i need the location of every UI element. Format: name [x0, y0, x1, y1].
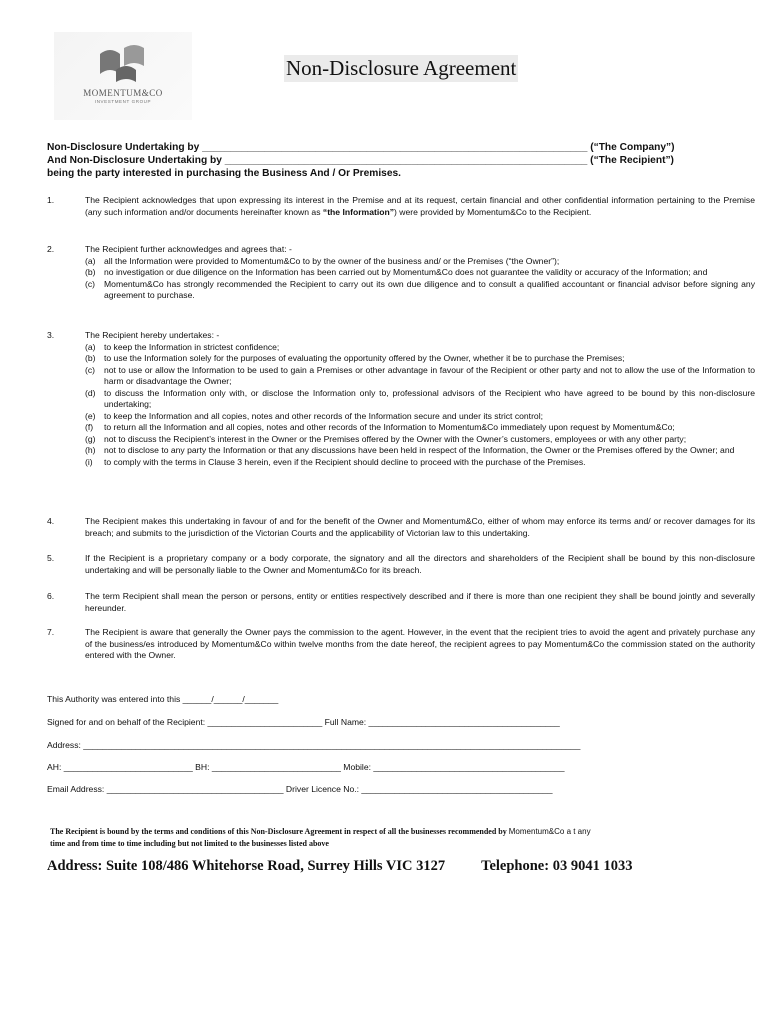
sub-item: (i) to comply with the terms in Clause 3 herein, even if the Recipient should decline to proceed with the purchase of the Premises. — [85, 456, 586, 467]
sub-item: (a) all the Information were provided to Momentum&Co to by the owner of the business and/ or the Premises (“the Owner”); — [85, 255, 560, 266]
clause-number: 7. — [47, 627, 55, 637]
page-title: Non-Disclosure Agreement — [286, 56, 517, 80]
company-line: Non-Disclosure Undertaking by ____________________________________________________________________ (“The Company”) — [47, 142, 675, 153]
clause-6 — [47, 591, 755, 614]
clause-text: The Recipient is aware that generally the Owner pays the commission to the agent. However, in the event that the recipient tries to avoid the agent and privately purchase any of the business/es introduced by Momentum&Co within twelve months from the date hereof, the recipient agrees to pay Momentum&Co the commission stated on the authority entered with the Owner. — [85, 627, 755, 660]
clause-number: 1. — [47, 195, 55, 205]
clause-intro: The Recipient hereby undertakes: - — [85, 330, 220, 340]
clause-5 — [47, 553, 755, 576]
clause-intro: The Recipient further acknowledges and agrees that: - — [85, 244, 292, 254]
sub-item: (b) to use the Information solely for the purposes of evaluating the opportunity offered by the Owner, whether it be to purchase the Premises; — [85, 353, 625, 363]
sub-item: (a) to keep the Information in strictest confidence; — [85, 341, 280, 352]
clause-number: 3. — [47, 330, 55, 340]
undertaking-header — [47, 141, 675, 180]
sub-item: (h) not to disclose to any party the Information or that any discussions have been held in respect of the Information, the Owner or the Premises offered by the Owner; and — [85, 445, 735, 455]
clause-4 — [47, 516, 755, 539]
momentum-logo-icon — [96, 44, 150, 84]
information-term: “the Information” — [322, 206, 395, 217]
sub-item: (b) no investigation or due diligence on the Information has been carried out by Momentum&Co does not guarantee the validity or accuracy of the Information; and — [85, 267, 708, 277]
email-licence-field[interactable]: Email Address: _____________________________________ Driver Licence No.: ________________________________________ — [47, 784, 553, 794]
authority-date-field[interactable]: This Authority was entered into this ______/______/_______ — [47, 694, 279, 704]
sub-item: (c) Momentum&Co has strongly recommended the Recipient to carry out its own due diligence and to consult a qualified accountant or financial advisor before signing any agreement to purchase. — [85, 278, 755, 300]
clause-number: 2. — [47, 244, 55, 254]
sub-item: (e) to keep the Information and all copies, notes and other records of the Information secure and under its strict control; — [85, 410, 544, 421]
clause-3 — [47, 330, 755, 468]
address-field[interactable]: Address: ________________________________________________________________________________________________________ — [47, 740, 581, 750]
logo-tagline: INVESTMENT GROUP — [94, 99, 152, 104]
clause-text — [85, 244, 755, 302]
sub-item: (f) to return all the Information and all copies, notes and other records of the Information to Momentum&Co immediately upon request by Momentum&Co; — [85, 422, 675, 432]
clause-1 — [47, 195, 755, 218]
party-line: being the party interested in purchasing the Business And / Or Premises. — [47, 168, 402, 179]
recipient-line: And Non-Disclosure Undertaking by ________________________________________________________________ (“The Recipient”) — [47, 155, 674, 166]
clause-number: 6. — [47, 591, 55, 601]
sub-item: (c) not to use or allow the Information to be used to gain a Premises or other advantage in favour of the Recipient or other party and not to allow the use of the Information to harm or disadvantage the Owner; — [85, 364, 755, 386]
clause-text — [85, 330, 755, 468]
binding-statement: The Recipient is bound by the terms and conditions of this Non-Disclosure Agreement in respect of all the businesses recommended by Momentum&Co a t any time and from time to time including but not limited to the businesses listed above — [50, 827, 591, 848]
clause-number: 5. — [47, 553, 55, 563]
contact-footer — [47, 858, 632, 875]
office-address: Address: Suite 108/486 Whitehorse Road, Surrey Hills VIC 3127 — [47, 858, 446, 874]
company-logo — [54, 32, 192, 120]
sub-item: (d) to discuss the Information only with, or disclose the Information only to, professional advisors of the Recipient who have agreed to be bound by this non-disclosure undertaking; — [85, 387, 755, 409]
clause-text: If the Recipient is a proprietary company or a body corporate, the signatory and all the directors and shareholders of the Recipient shall be bound by this non-disclosure undertaking and will be personally liable to the Owner and Momentum&Co for its breach. — [85, 553, 755, 575]
clause-text: The term Recipient shall mean the person or persons, entity or entities respectively described and if there is more than one recipient they shall be bound jointly and severally hereunder. — [85, 591, 755, 613]
clause-7 — [47, 627, 755, 662]
logo-name: MOMENTUM&CO — [83, 88, 163, 98]
clause-text: The Recipient acknowledges that upon expressing its interest in the Premise and at its request, certain financial and other confidential information pertaining to the Premise (any such information and/or documents hereinafter known as “the Information”) were provided by Momentum&Co to the Recipient. — [85, 195, 755, 217]
clause-number: 4. — [47, 516, 55, 526]
sub-item: (g) not to discuss the Recipient’s interest in the Owner or the Premises offered by the Owner with the Owner’s customers, employees or with any other party; — [85, 433, 687, 444]
clause-text: The Recipient makes this undertaking in favour of and for the benefit of the Owner and Momentum&Co, either of whom may enforce its terms and/ or recover damages for its breach; and submits to the jurisdiction of the Victorian Courts and the applicability of Victorian law to this undertaking. — [85, 516, 755, 538]
telephone: Telephone: 03 9041 1033 — [481, 858, 633, 874]
clause-2 — [47, 244, 755, 302]
phone-fields[interactable]: AH: ___________________________ BH: ___________________________ Mobile: ________________________________________ — [47, 762, 565, 772]
signed-fullname-field[interactable]: Signed for and on behalf of the Recipient: ________________________ Full Name: ________________________________________ — [47, 717, 560, 727]
